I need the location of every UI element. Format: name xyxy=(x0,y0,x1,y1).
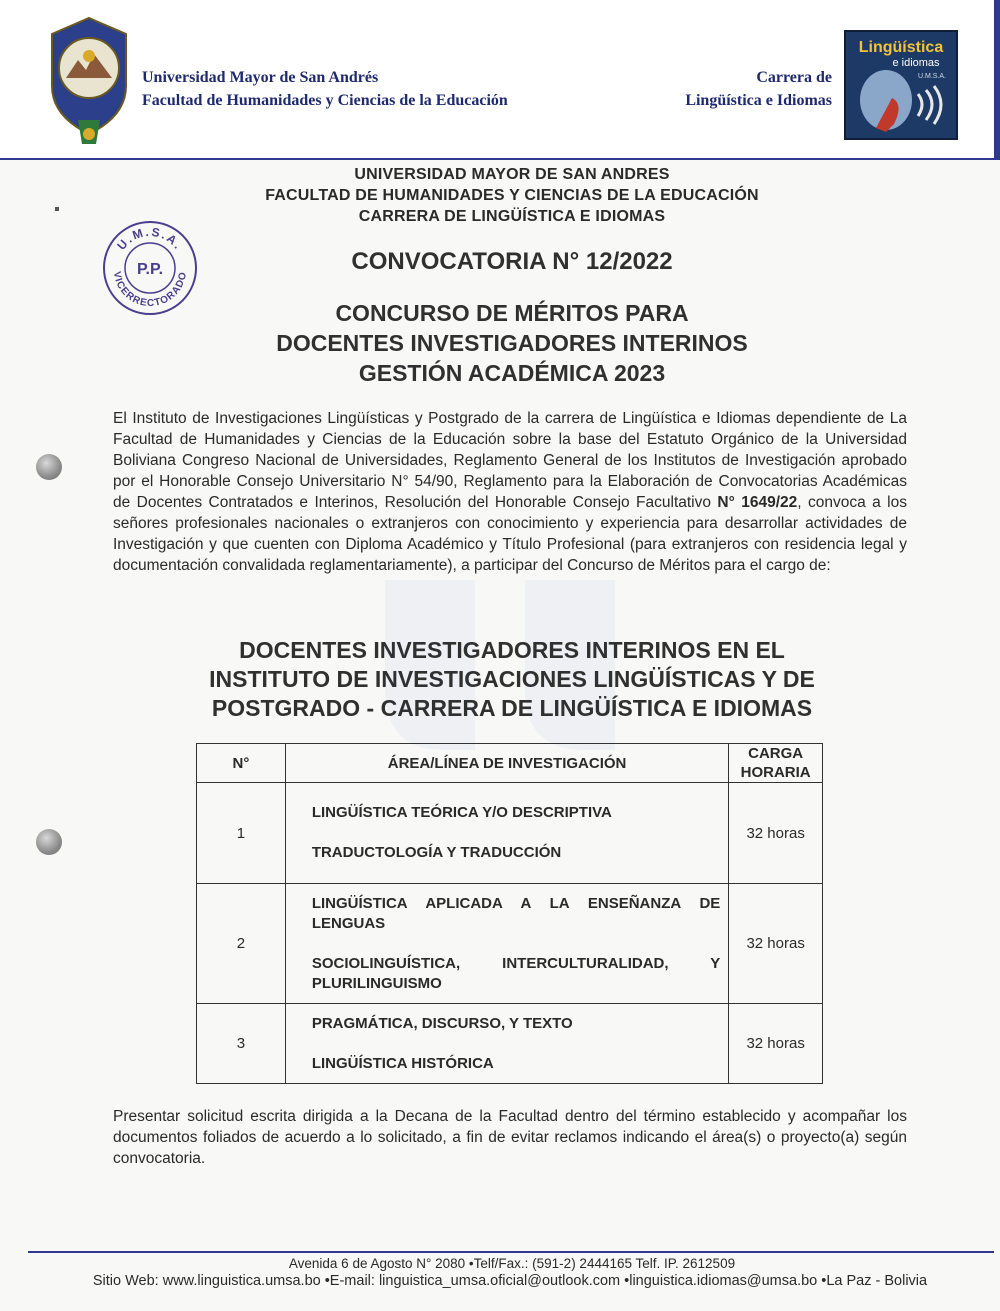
position-title xyxy=(150,636,874,723)
contest-title xyxy=(0,298,1000,388)
svg-text:Lingüística: Lingüística xyxy=(858,39,944,56)
header-num: N° xyxy=(197,744,286,783)
convocatoria-number: CONVOCATORIA N° 12/2022 xyxy=(351,248,673,275)
institution-line-2: FACULTAD DE HUMANIDADES Y CIENCIAS DE LA EDUCACIÓN xyxy=(265,187,759,204)
area-item: LINGÜÍSTICA APLICADA A LA ENSEÑANZA DE LENGUAS xyxy=(311,894,721,932)
program-line-2: Lingüística e Idiomas xyxy=(685,92,832,109)
table-header-row xyxy=(197,744,823,783)
table-row xyxy=(197,884,823,1004)
row-number: 1 xyxy=(197,783,286,884)
row-hours: 32 horas xyxy=(729,1004,823,1084)
row-areas xyxy=(285,1004,728,1084)
program-header-text xyxy=(620,66,832,112)
position-title-line-3: POSTGRADO - CARRERA DE LINGÜÍSTICA E IDIOMAS xyxy=(211,695,813,721)
university-name: Universidad Mayor de San Andrés xyxy=(142,69,379,86)
closing-paragraph: Presentar solicitud escrita dirigida a la Decana de la Facultad dentro del término establecido y acompañar los documentos foliados de acuerdo a lo solicitado, a fin de evitar reclamos indicando el área(s) o proyecto(a) según convocatoria. xyxy=(113,1108,907,1167)
table-row xyxy=(197,783,823,884)
svg-text:U.M.S.A.: U.M.S.A. xyxy=(114,224,187,253)
header-hours-line-1: CARGA xyxy=(748,745,804,762)
footer-rule xyxy=(28,1251,994,1253)
contest-title-line-2: DOCENTES INVESTIGADORES INTERINOS xyxy=(276,330,748,356)
intro-text-2: , convoca a los señores profesionales nacionales o extranjeros con conocimiento y experiencia para desarrollar actividades de Investigación y que cuenten con Diploma Académico y Título Profesional (para extranjeros con residencia legal y documentación convalidada reglamentariamente), a participar del Concurso de Méritos para el cargo de: xyxy=(113,494,907,574)
row-number: 2 xyxy=(197,884,286,1004)
area-item: TRADUCTOLOGÍA Y TRADUCCIÓN xyxy=(311,844,562,861)
contest-title-line-1: CONCURSO DE MÉRITOS PARA xyxy=(335,300,689,326)
area-item: SOCIOLINGUÍSTICA, INTERCULTURALIDAD, Y PLURILINGUISMO xyxy=(311,954,721,992)
faculty-name: Facultad de Humanidades y Ciencias de la Educación xyxy=(142,92,508,109)
speck xyxy=(55,207,59,211)
row-number: 3 xyxy=(197,1004,286,1084)
institution-line-1: UNIVERSIDAD MAYOR DE SAN ANDRES xyxy=(354,166,670,183)
program-line-1: Carrera de xyxy=(756,69,832,86)
table-row xyxy=(197,1004,823,1084)
program-logo-graphic xyxy=(846,32,956,138)
program-logo xyxy=(844,30,958,140)
row-hours: 32 horas xyxy=(729,783,823,884)
svg-text:U.M.S.A.: U.M.S.A. xyxy=(917,73,947,80)
position-title-line-2: INSTITUTO DE INVESTIGACIONES LINGÜÍSTICAS Y DE xyxy=(209,666,815,692)
hole-punch xyxy=(36,454,62,480)
svg-text:e idiomas: e idiomas xyxy=(892,57,940,69)
row-areas xyxy=(285,783,728,884)
header-hours xyxy=(729,744,823,783)
resolution-number: N° 1649/22 xyxy=(717,494,798,511)
svg-text:P.P.: P.P. xyxy=(136,261,164,278)
footer-contact: Sitio Web: www.linguistica.umsa.bo •E-mail: linguistica_umsa.oficial@outlook.com •linguistica.idiomas@umsa.bo •La Paz - Bolivia xyxy=(92,1273,928,1289)
research-areas-table xyxy=(196,743,823,1084)
footer-address: Avenida 6 de Agosto N° 2080 •Telf/Fax.: (591-2) 2444165 Telf. IP. 2612509 xyxy=(288,1256,736,1271)
area-item: LINGÜÍSTICA TEÓRICA Y/O DESCRIPTIVA xyxy=(311,804,612,821)
contest-title-line-3: GESTIÓN ACADÉMICA 2023 xyxy=(358,360,666,386)
row-areas xyxy=(285,884,728,1004)
hole-punch xyxy=(36,829,62,855)
row-hours: 32 horas xyxy=(729,884,823,1004)
letterhead-band xyxy=(0,0,1000,160)
institution-line-3: CARRERA DE LINGÜÍSTICA E IDIOMAS xyxy=(358,208,666,225)
intro-paragraph xyxy=(113,408,907,576)
area-item: PRAGMÁTICA, DISCURSO, Y TEXTO xyxy=(311,1014,573,1032)
header-hours-line-2: HORARIA xyxy=(740,764,811,781)
intro-text-1: El Instituto de Investigaciones Lingüísticas y Postgrado de la carrera de Lingüística e Idiomas dependiente de La Facultad de Humanidades y Ciencias de la Educación sobre la base del Estatuto Orgánico de la Universidad Boliviana Congreso Nacional de Universidades, Reglamento General de los Institutos de Investigación aprobado por el Honorable Consejo Universitario N° 54/90, Reglamento para la Elaboración de Convocatorias Académicas de Docentes Contratados e Interinos, Resolución del Honorable Consejo Facultativo xyxy=(113,410,907,511)
header-area: ÁREA/LÍNEA DE INVESTIGACIÓN xyxy=(285,744,728,783)
university-seal-logo xyxy=(48,16,130,150)
position-title-line-1: DOCENTES INVESTIGADORES INTERINOS EN EL xyxy=(239,637,785,663)
university-header-text xyxy=(142,66,508,112)
area-item: LINGÜÍSTICA HISTÓRICA xyxy=(311,1054,494,1072)
svg-text:VICERRECTORADO: VICERRECTORADO xyxy=(110,270,190,310)
